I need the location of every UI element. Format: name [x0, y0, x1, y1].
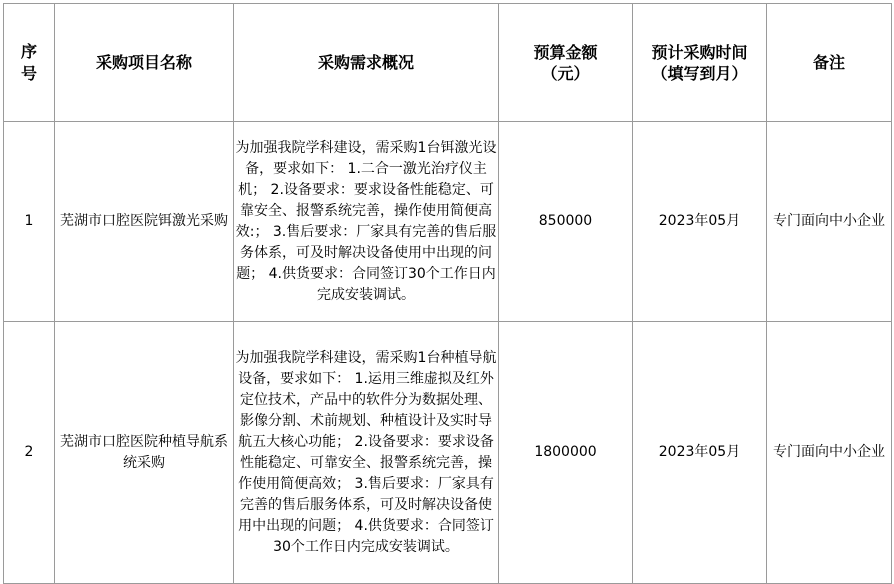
row-budget: 1800000 [499, 322, 633, 584]
row-description: 为加强我院学科建设，需采购1台铒激光设备，要求如下： 1.二合一激光治疗仪主机； 2.设备要求：要求设备性能稳定、可靠安全、报警系统完善，操作使用简便高效:； 3.售后要求：厂家具有完善的售后服务体系，可及时解决设备使用中出现的问题； 4.供货要求：合同签订30个工作日内完成安装调试。 [234, 122, 499, 322]
header-time-line1: 预计采购时间 [651, 42, 748, 62]
header-time [633, 4, 767, 122]
header-budget [499, 4, 633, 122]
row-budget: 850000 [499, 122, 633, 322]
header-name: 采购项目名称 [55, 4, 234, 122]
table-row [4, 122, 892, 322]
header-row [4, 4, 892, 122]
header-time-line2: （填写到月） [651, 63, 748, 83]
row-remark: 专门面向中小企业 [767, 122, 892, 322]
row-remark: 专门面向中小企业 [767, 322, 892, 584]
header-serial: 序号 [4, 4, 55, 122]
header-budget-line2: （元） [541, 63, 590, 83]
row-description: 为加强我院学科建设，需采购1台种植导航设备，要求如下： 1.运用三维虚拟及红外定位技术，产品中的软件分为数据处理、影像分割、术前规划、种植设计及实时导航五大核心功能； 2.设备要求：要求设备性能稳定、可靠安全、报警系统完善，操作使用简便高效； 3.售后要求：厂家具有完善的售后服务体系，可及时解决设备使用中出现的问题； 4.供货要求：合同签订30个工作日内完成安装调试。 [234, 322, 499, 584]
row-serial: 1 [4, 122, 55, 322]
row-name: 芜湖市口腔医院种植导航系统采购 [55, 322, 234, 584]
row-time: 2023年05月 [633, 122, 767, 322]
row-name: 芜湖市口腔医院铒激光采购 [55, 122, 234, 322]
header-budget-line1: 预算金额 [533, 42, 598, 62]
header-description: 采购需求概况 [234, 4, 499, 122]
table-row [4, 322, 892, 584]
row-time: 2023年05月 [633, 322, 767, 584]
header-remark: 备注 [767, 4, 892, 122]
procurement-table [3, 3, 892, 584]
row-serial: 2 [4, 322, 55, 584]
